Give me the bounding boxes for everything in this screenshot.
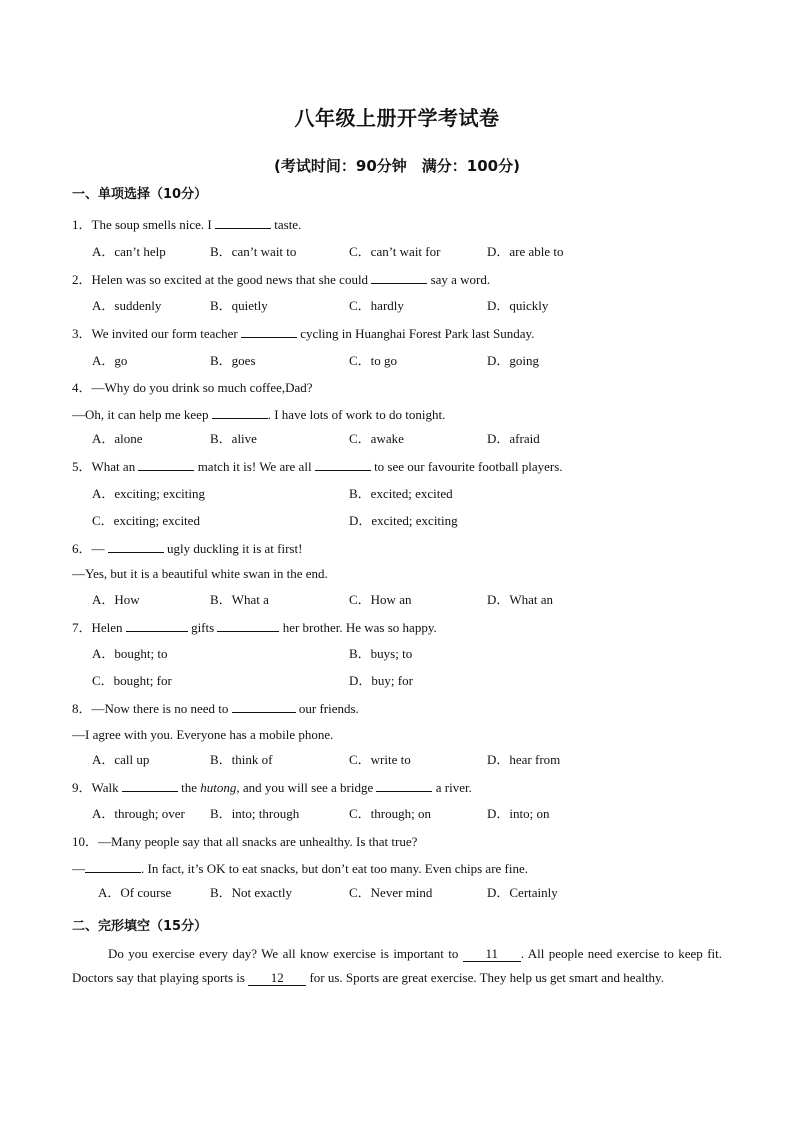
question-number: 4．	[72, 380, 92, 395]
answer-blank[interactable]	[212, 406, 268, 419]
option-a[interactable]: A．exciting; exciting	[92, 486, 206, 501]
option-d[interactable]: D．What an	[487, 592, 554, 607]
page-title: 八年级上册开学考试卷	[294, 106, 500, 130]
answer-blank[interactable]	[371, 271, 427, 284]
question-text: —	[91, 541, 108, 556]
question-3	[72, 325, 534, 342]
question-text: —Oh, it can help me keep	[72, 407, 212, 422]
answer-blank[interactable]	[315, 458, 371, 471]
question-text: Helen	[91, 620, 126, 635]
answer-blank[interactable]	[126, 619, 188, 632]
question-text: We invited our form teacher	[91, 326, 241, 341]
section-heading-single-choice: 一、单项选择（10分）	[72, 187, 208, 202]
question-6	[72, 540, 302, 557]
option-a[interactable]: A．call up	[92, 752, 150, 767]
cloze-blank-12[interactable]: 12	[248, 971, 306, 986]
option-d[interactable]: D．buy; for	[349, 673, 413, 688]
option-b[interactable]: B．quietly	[210, 298, 268, 313]
question-text: her brother. He was so happy.	[279, 620, 437, 635]
answer-blank[interactable]	[108, 540, 164, 553]
option-b[interactable]: B．goes	[210, 353, 256, 368]
question-text: a river.	[432, 780, 472, 795]
answer-blank[interactable]	[215, 216, 271, 229]
section-heading-cloze: 二、完形填空（15分）	[72, 919, 208, 934]
question-text: —Now there is no need to	[91, 701, 232, 716]
option-b[interactable]: B．What a	[210, 592, 269, 607]
passage-text: for us. Sports are great exercise. They help us get smart and healthy.	[306, 970, 664, 985]
option-b[interactable]: B．buys; to	[349, 646, 413, 661]
option-c[interactable]: C．Never mind	[349, 885, 433, 900]
question-number: 2．	[72, 272, 92, 287]
answer-blank[interactable]	[232, 700, 296, 713]
option-b[interactable]: B．excited; excited	[349, 486, 453, 501]
question-text: . In fact, it’s OK to eat snacks, but don’t eat too many. Even chips are fine.	[141, 861, 529, 876]
cloze-passage	[72, 942, 722, 990]
question-10	[72, 834, 417, 850]
question-number: 8．	[72, 701, 92, 716]
question-text-italic: hutong	[200, 780, 237, 795]
option-a[interactable]: A．go	[92, 353, 128, 368]
passage-text: Do you exercise every day? We all know exercise is important to	[108, 946, 463, 961]
answer-blank[interactable]	[138, 458, 194, 471]
question-text: taste.	[271, 217, 302, 232]
question-text: ugly duckling it is at first!	[163, 541, 303, 556]
passage-text: . All people need exercise to keep fit. Doctors say that playing sports is	[72, 946, 723, 985]
exam-info: (考试时间：90分钟 满分：100分)	[274, 157, 520, 175]
question-number: 6．	[72, 541, 92, 556]
option-c[interactable]: C．awake	[349, 431, 404, 446]
option-b[interactable]: B．into; through	[210, 806, 300, 821]
option-c[interactable]: C．hardly	[349, 298, 404, 313]
question-9	[72, 779, 472, 796]
question-text: match it is! We are all	[194, 459, 315, 474]
option-d[interactable]: D．into; on	[487, 806, 550, 821]
answer-blank[interactable]	[241, 325, 297, 338]
option-a[interactable]: A．can’t help	[92, 244, 166, 259]
question-text: Walk	[91, 780, 122, 795]
option-b[interactable]: B．think of	[210, 752, 273, 767]
question-4-line-2	[72, 406, 445, 423]
option-d[interactable]: D．Certainly	[487, 885, 558, 900]
question-2	[72, 271, 490, 288]
question-number: 1．	[72, 217, 92, 232]
option-c[interactable]: C．to go	[349, 353, 398, 368]
option-c[interactable]: C．through; on	[349, 806, 431, 821]
question-text: What an	[91, 459, 139, 474]
question-1	[72, 216, 301, 233]
answer-blank[interactable]	[376, 779, 432, 792]
question-number: 10．	[72, 834, 99, 849]
question-8	[72, 700, 359, 717]
question-number: 9．	[72, 780, 92, 795]
question-text: cycling in Huanghai Forest Park last Sunday.	[297, 326, 535, 341]
option-d[interactable]: D．quickly	[487, 298, 549, 313]
question-6-line-2: —Yes, but it is a beautiful white swan in the end.	[72, 566, 328, 581]
answer-blank[interactable]	[122, 779, 178, 792]
option-a[interactable]: A．Of course	[98, 885, 172, 900]
option-a[interactable]: A．bought; to	[92, 646, 168, 661]
question-text: say a word.	[427, 272, 491, 287]
option-c[interactable]: C．How an	[349, 592, 412, 607]
option-b[interactable]: B．can’t wait to	[210, 244, 297, 259]
cloze-blank-11[interactable]: 11	[463, 947, 521, 962]
option-a[interactable]: A．through; over	[92, 806, 185, 821]
question-7	[72, 619, 437, 636]
question-8-line-2: —I agree with you. Everyone has a mobile phone.	[72, 727, 334, 742]
answer-blank[interactable]	[217, 619, 279, 632]
question-text: gifts	[187, 620, 218, 635]
question-text: , and you will see a bridge	[236, 780, 377, 795]
question-text: —	[72, 861, 85, 876]
option-a[interactable]: A．suddenly	[92, 298, 162, 313]
question-number: 7．	[72, 620, 92, 635]
question-5	[72, 458, 563, 475]
question-10-line-2	[72, 860, 528, 877]
question-text: The soup smells nice. I	[91, 217, 215, 232]
option-b[interactable]: B．alive	[210, 431, 257, 446]
option-d[interactable]: D．excited; exciting	[349, 513, 458, 528]
question-text: the	[177, 780, 201, 795]
option-b[interactable]: B．Not exactly	[210, 885, 292, 900]
question-text: Helen was so excited at the good news that she could	[91, 272, 372, 287]
question-number: 3．	[72, 326, 92, 341]
option-d[interactable]: D．going	[487, 353, 540, 368]
option-c[interactable]: C．can’t wait for	[349, 244, 441, 259]
question-text: our friends.	[295, 701, 359, 716]
option-a[interactable]: A．alone	[92, 431, 143, 446]
option-d[interactable]: D．are able to	[487, 244, 564, 259]
option-d[interactable]: D．afraid	[487, 431, 540, 446]
question-text: —Why do you drink so much coffee,Dad?	[91, 380, 313, 395]
option-c[interactable]: C．exciting; excited	[92, 513, 200, 528]
question-text: to see our favourite football players.	[370, 459, 563, 474]
option-a[interactable]: A．How	[92, 592, 140, 607]
option-c[interactable]: C．bought; for	[92, 673, 172, 688]
question-number: 5．	[72, 459, 92, 474]
answer-blank[interactable]	[85, 860, 141, 873]
question-text: —Many people say that all snacks are unhealthy. Is that true?	[98, 834, 418, 849]
question-4	[72, 380, 313, 396]
question-text: . I have lots of work to do tonight.	[267, 407, 446, 422]
option-d[interactable]: D．hear from	[487, 752, 561, 767]
option-c[interactable]: C．write to	[349, 752, 411, 767]
